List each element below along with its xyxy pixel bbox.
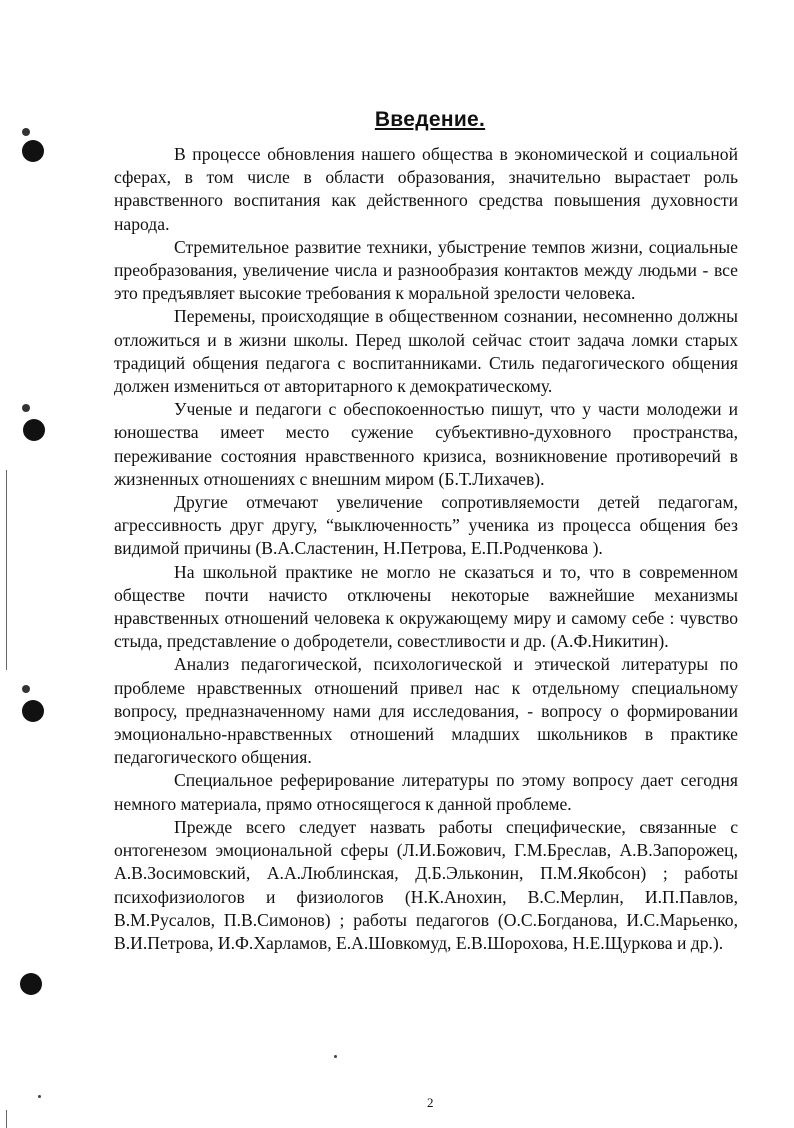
binder-hole-mid-small [22, 404, 30, 412]
binder-hole-2 [23, 419, 45, 441]
binder-hole-4 [20, 973, 42, 995]
paragraph: Специальное реферирование литературы по этому вопросу дает сегодня немного материала, прямо относящегося к данной проблеме. [114, 770, 738, 814]
page-title: Введение. [374, 108, 486, 132]
paragraph: На школьной практике не могло не сказаться и то, что в современном обществе почти начисто отключены некоторые важнейшие механизмы нравственных отношений человека к окружающему миру и самому себе : чувство стыда, представление о добродетели, совестливости и др. (А.Ф.Никитин). [114, 561, 738, 652]
paragraph: В процессе обновления нашего общества в экономической и социальной сферах, в том числе в области образования, значительно вырастает роль нравственного воспитания как действенного средства повышения духовности народа. [114, 144, 738, 234]
page-number: 2 [427, 1095, 434, 1110]
scan-speck [334, 1055, 337, 1058]
paragraph: Стремительное развитие техники, убыстрение темпов жизни, социальные преобразования, увеличение числа и разнообразия контактов между людьми - все это предъявляет высокие требования к моральной зрелости человека. [114, 236, 738, 304]
scan-speck [38, 1095, 41, 1098]
paragraph: Другие отмечают увеличение сопротивляемости детей педагогам, агрессивность друг другу, “выключенность” ученика из процесса общения без видимой причины (В.А.Сластенин, Н.Петрова, Е.П.Родченкова ). [114, 492, 738, 559]
binder-hole-1 [22, 140, 44, 162]
paragraph: Прежде всего следует назвать работы специфические, связанные с онтогенезом эмоциональной сферы (Л.И.Божович, Г.М.Бреслав, А.В.Запорожец, А.В.Зосимовский, А.А.Люблинская, Д.Б.Эльконин, П.М.Якобсон) ; работы психофизиологов и физиологов (Н.К.Анохин, В.С.Мерлин, И.П.Павлов, В.М.Русалов, П.В.Симонов) ; работы педагогов (О.С.Богданова, И.С.Марьенко, В.И.Петрова, И.Ф.Харламов, Е.А.Шовкомуд, Е.В.Шорохова, Н.Е.Щуркова и др.). [114, 816, 738, 953]
paragraph: Ученые и педагоги с обеспокоенностью пишут, что у части молодежи и юношества имеет место сужение субъективно-духовного пространства, переживание состояния нравственного кризиса, возникновение противоречий в жизненных отношениях с внешним миром (Б.Т.Лихачев). [114, 399, 738, 489]
paragraph: Анализ педагогической, психологической и этической литературы по проблеме нравственных отношений привел нас к отдельному специальному вопросу, предназначенному нами для исследования, - вопросу о формировании эмоционально-нравственных отношений младших школьников в практике педагогического общения. [114, 654, 738, 768]
document-body [114, 143, 738, 955]
scan-edge-line [6, 470, 7, 670]
scan-edge-line [6, 1110, 7, 1128]
paragraph: Перемены, происходящие в общественном сознании, несомненно должны отложиться и в жизни школы. Перед школой сейчас стоит задача ломки старых традиций общения педагога с воспитанниками. Стиль педагогического общения должен измениться от авторитарного к демократическому. [114, 306, 738, 397]
binder-hole-low-small [22, 685, 30, 693]
binder-hole-3 [22, 700, 44, 722]
